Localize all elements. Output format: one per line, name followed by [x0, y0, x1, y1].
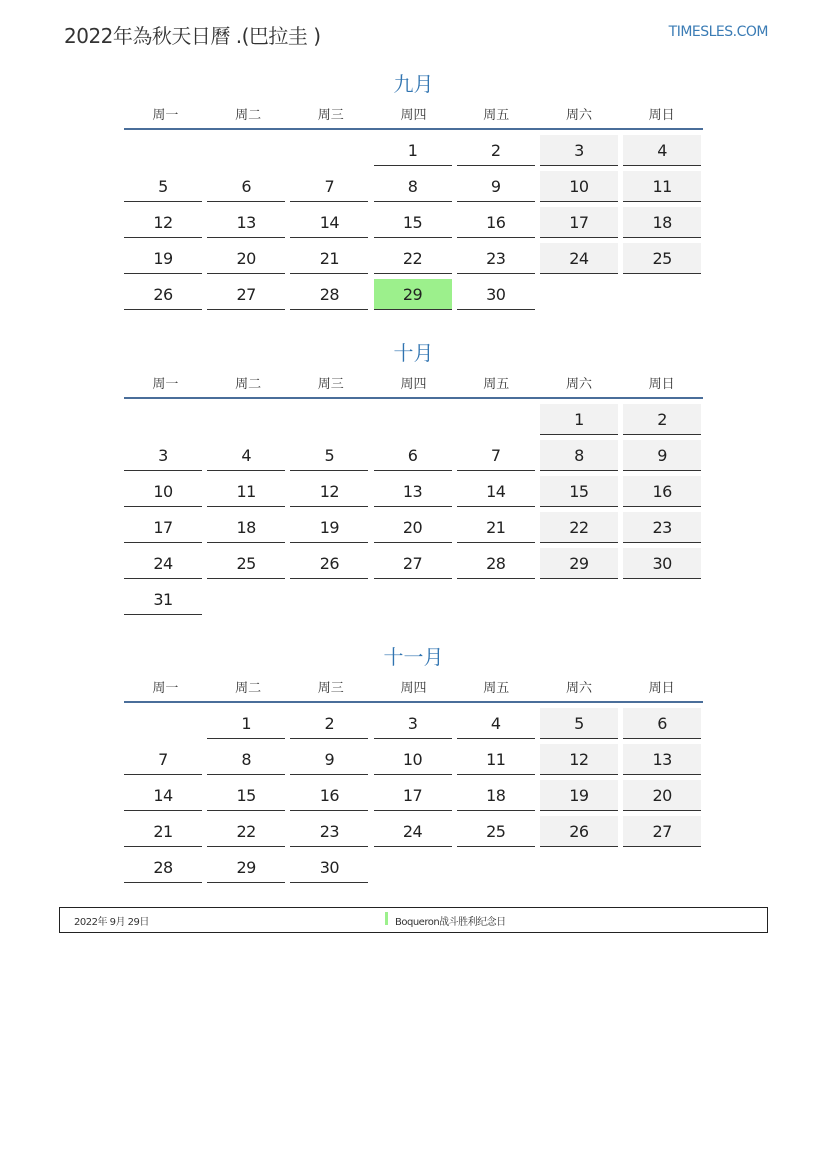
- weekday-wed: 周三: [317, 377, 344, 392]
- day-grid: [124, 404, 703, 615]
- day-cell: 10: [374, 744, 452, 775]
- day-cell: 13: [623, 744, 701, 775]
- day-cell: 8: [374, 171, 452, 202]
- day-cell: 9: [290, 744, 368, 775]
- day-cell: 23: [290, 816, 368, 847]
- day-cell: 8: [540, 440, 618, 471]
- day-cell: 11: [623, 171, 701, 202]
- day-cell: 4: [623, 135, 701, 166]
- weekday-sun: 周日: [648, 108, 675, 123]
- day-cell: 19: [540, 780, 618, 811]
- day-cell: 14: [457, 476, 535, 507]
- day-cell: 15: [540, 476, 618, 507]
- empty-cell: [290, 135, 368, 166]
- day-cell: 21: [124, 816, 202, 847]
- day-cell: 18: [457, 780, 535, 811]
- day-cell: 24: [124, 548, 202, 579]
- day-cell: 5: [290, 440, 368, 471]
- day-cell: 6: [623, 708, 701, 739]
- weekday-header: [124, 677, 703, 703]
- day-cell: 23: [457, 243, 535, 274]
- weekday-sat: 周六: [565, 108, 592, 123]
- weekday-sat: 周六: [565, 681, 592, 696]
- weekday-tue: 周二: [235, 377, 262, 392]
- weekday-tue: 周二: [235, 681, 262, 696]
- day-cell: 7: [290, 171, 368, 202]
- day-cell: 20: [623, 780, 701, 811]
- weekday-fri: 周五: [483, 377, 510, 392]
- day-cell: 23: [623, 512, 701, 543]
- day-cell: 11: [457, 744, 535, 775]
- day-cell: 25: [207, 548, 285, 579]
- weekday-thu: 周四: [400, 681, 427, 696]
- day-cell: 24: [540, 243, 618, 274]
- day-cell: 12: [124, 207, 202, 238]
- day-cell: 31: [124, 584, 202, 615]
- day-cell: 29: [374, 279, 452, 310]
- weekday-thu: 周四: [400, 377, 427, 392]
- day-cell: 3: [540, 135, 618, 166]
- day-cell: 7: [457, 440, 535, 471]
- month-title: 九月: [393, 72, 434, 96]
- day-cell: 22: [207, 816, 285, 847]
- empty-cell: [457, 404, 535, 435]
- day-cell: 13: [374, 476, 452, 507]
- day-cell: 19: [124, 243, 202, 274]
- empty-cell: [290, 404, 368, 435]
- day-grid: [124, 135, 703, 310]
- holiday-name: Boqueron战斗胜利纪念日: [395, 917, 506, 928]
- month-title: 十一月: [383, 645, 444, 669]
- day-cell: 3: [124, 440, 202, 471]
- day-cell: 2: [457, 135, 535, 166]
- weekday-mon: 周一: [152, 377, 179, 392]
- day-cell: 24: [374, 816, 452, 847]
- day-cell: 26: [124, 279, 202, 310]
- day-cell: 29: [540, 548, 618, 579]
- day-cell: 25: [457, 816, 535, 847]
- weekday-mon: 周一: [152, 681, 179, 696]
- day-grid: [124, 708, 703, 883]
- day-cell: 15: [374, 207, 452, 238]
- page-title: 2022年為秋天日曆 .(巴拉圭 ): [64, 24, 321, 48]
- weekday-sun: 周日: [648, 681, 675, 696]
- day-cell: 5: [540, 708, 618, 739]
- empty-cell: [124, 135, 202, 166]
- day-cell: 10: [540, 171, 618, 202]
- weekday-fri: 周五: [483, 108, 510, 123]
- day-cell: 26: [290, 548, 368, 579]
- day-cell: 1: [374, 135, 452, 166]
- day-cell: 20: [374, 512, 452, 543]
- day-cell: 17: [374, 780, 452, 811]
- weekday-header: [124, 373, 703, 399]
- day-cell: 12: [290, 476, 368, 507]
- day-cell: 21: [290, 243, 368, 274]
- day-cell: 7: [124, 744, 202, 775]
- day-cell: 18: [207, 512, 285, 543]
- day-cell: 4: [207, 440, 285, 471]
- day-cell: 28: [124, 852, 202, 883]
- day-cell: 8: [207, 744, 285, 775]
- day-cell: 4: [457, 708, 535, 739]
- day-cell: 18: [623, 207, 701, 238]
- day-cell: 3: [374, 708, 452, 739]
- day-cell: 15: [207, 780, 285, 811]
- day-cell: 1: [540, 404, 618, 435]
- day-cell: 13: [207, 207, 285, 238]
- day-cell: 5: [124, 171, 202, 202]
- day-cell: 27: [374, 548, 452, 579]
- day-cell: 16: [623, 476, 701, 507]
- empty-cell: [124, 708, 202, 739]
- day-cell: 20: [207, 243, 285, 274]
- day-cell: 2: [290, 708, 368, 739]
- day-cell: 14: [290, 207, 368, 238]
- empty-cell: [207, 404, 285, 435]
- holiday-date: 2022年 9月 29日: [74, 917, 149, 928]
- day-cell: 17: [124, 512, 202, 543]
- empty-cell: [374, 404, 452, 435]
- holiday-legend: [59, 907, 768, 933]
- day-cell: 1: [207, 708, 285, 739]
- day-cell: 14: [124, 780, 202, 811]
- day-cell: 25: [623, 243, 701, 274]
- empty-cell: [124, 404, 202, 435]
- day-cell: 27: [207, 279, 285, 310]
- day-cell: 19: [290, 512, 368, 543]
- month-october: [124, 339, 703, 615]
- day-cell: 30: [623, 548, 701, 579]
- brand-link[interactable]: TIMESLES.COM: [668, 24, 768, 40]
- holiday-color-marker: [385, 912, 388, 925]
- day-cell: 29: [207, 852, 285, 883]
- month-title: 十月: [393, 341, 434, 365]
- weekday-tue: 周二: [235, 108, 262, 123]
- weekday-sat: 周六: [565, 377, 592, 392]
- month-november: [124, 643, 703, 883]
- weekday-wed: 周三: [317, 681, 344, 696]
- weekday-thu: 周四: [400, 108, 427, 123]
- day-cell: 26: [540, 816, 618, 847]
- day-cell: 16: [290, 780, 368, 811]
- weekday-fri: 周五: [483, 681, 510, 696]
- empty-cell: [207, 135, 285, 166]
- day-cell: 28: [290, 279, 368, 310]
- day-cell: 2: [623, 404, 701, 435]
- month-september: [124, 70, 703, 310]
- day-cell: 12: [540, 744, 618, 775]
- day-cell: 28: [457, 548, 535, 579]
- day-cell: 21: [457, 512, 535, 543]
- day-cell: 17: [540, 207, 618, 238]
- weekday-header: [124, 104, 703, 130]
- weekday-wed: 周三: [317, 108, 344, 123]
- day-cell: 22: [374, 243, 452, 274]
- day-cell: 27: [623, 816, 701, 847]
- weekday-mon: 周一: [152, 108, 179, 123]
- day-cell: 22: [540, 512, 618, 543]
- day-cell: 30: [290, 852, 368, 883]
- day-cell: 6: [207, 171, 285, 202]
- weekday-sun: 周日: [648, 377, 675, 392]
- day-cell: 10: [124, 476, 202, 507]
- day-cell: 9: [457, 171, 535, 202]
- day-cell: 16: [457, 207, 535, 238]
- day-cell: 11: [207, 476, 285, 507]
- day-cell: 30: [457, 279, 535, 310]
- day-cell: 9: [623, 440, 701, 471]
- day-cell: 6: [374, 440, 452, 471]
